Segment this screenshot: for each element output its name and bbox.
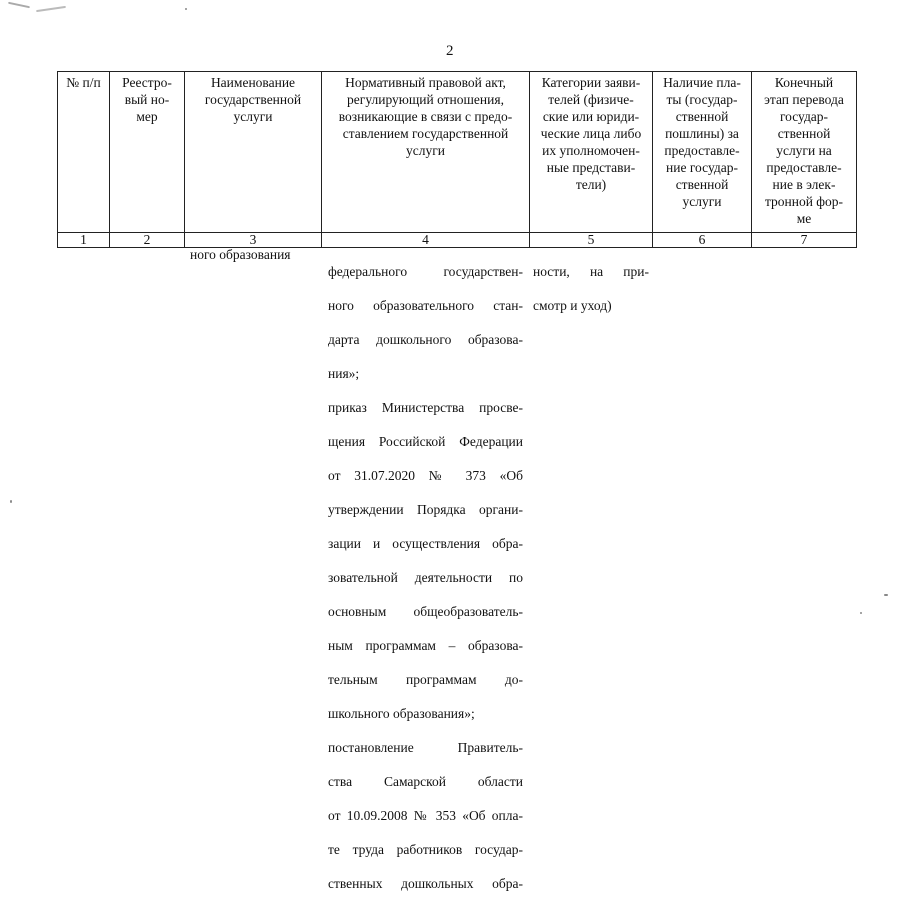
text-line: ственных дошкольных обра-	[328, 876, 523, 891]
column-number: 1	[58, 233, 110, 248]
text-line: щения Российской Федерации	[328, 434, 523, 449]
text-line: ного образовательного стан-	[328, 298, 523, 313]
header-cell: Категории заяви- телей (физиче- ские или юриди- ческие лица либо их уполномочен- ные представи- тели)	[530, 72, 653, 233]
scan-speck	[36, 6, 66, 12]
text-line: дарта дошкольного образова-	[328, 332, 523, 347]
text-line: от 10.09.2008 № 353 «Об опла-	[328, 808, 523, 823]
column-number: 3	[185, 233, 322, 248]
text-line: постановление Правитель-	[328, 740, 523, 755]
header-cell: № п/п	[58, 72, 110, 233]
scan-speck	[860, 612, 862, 614]
text-line: утверждении Порядка органи-	[328, 502, 523, 517]
text-line: от 31.07.2020 № 373 «Об	[328, 468, 523, 483]
text-line: зовательной деятельности по	[328, 570, 523, 585]
text-line: федерального государствен-	[328, 264, 523, 279]
column-number: 5	[530, 233, 653, 248]
column-number: 4	[322, 233, 530, 248]
text-line: смотр и уход)	[533, 298, 612, 313]
header-cell: Наименование государственной услуги	[185, 72, 322, 233]
scan-speck	[884, 594, 888, 596]
scan-speck	[185, 8, 187, 10]
text-line: ства Самарской области	[328, 774, 523, 789]
header-cell: Конечный этап перевода государ- ственной услуги на предоставле- ние в элек- тронной фор- ме	[752, 72, 857, 233]
text-line: ности, на при-	[533, 264, 649, 279]
text-line: приказ Министерства просве-	[328, 400, 523, 415]
page-number: 2	[446, 43, 454, 59]
column-number: 6	[653, 233, 752, 248]
continuation-col3: ного образования	[190, 247, 291, 262]
text-line: ным программам – образова-	[328, 638, 523, 653]
continuation-col5	[533, 246, 649, 331]
scan-speck	[8, 2, 30, 9]
header-cell: Нормативный правовой акт, регулирующий отношения, возникающие в связи с предо- ставлением государственной услуги	[322, 72, 530, 233]
text-line: ния»;	[328, 366, 360, 381]
column-number: 7	[752, 233, 857, 248]
text-line: зации и осуществления обра-	[328, 536, 523, 551]
table-header-row	[58, 72, 857, 233]
scan-speck	[10, 500, 12, 503]
text-line: основным общеобразователь-	[328, 604, 523, 619]
column-number: 2	[110, 233, 185, 248]
header-cell: Наличие пла- ты (государ- ственной пошлины) за предоставле- ние государ- ственной услуги	[653, 72, 752, 233]
text-line: тельным программам до-	[328, 672, 523, 687]
continuation-col4	[328, 246, 523, 909]
header-cell: Реестро- вый но- мер	[110, 72, 185, 233]
services-table	[57, 71, 857, 248]
text-line: школьного образования»;	[328, 706, 475, 721]
text-line: те труда работников государ-	[328, 842, 523, 857]
